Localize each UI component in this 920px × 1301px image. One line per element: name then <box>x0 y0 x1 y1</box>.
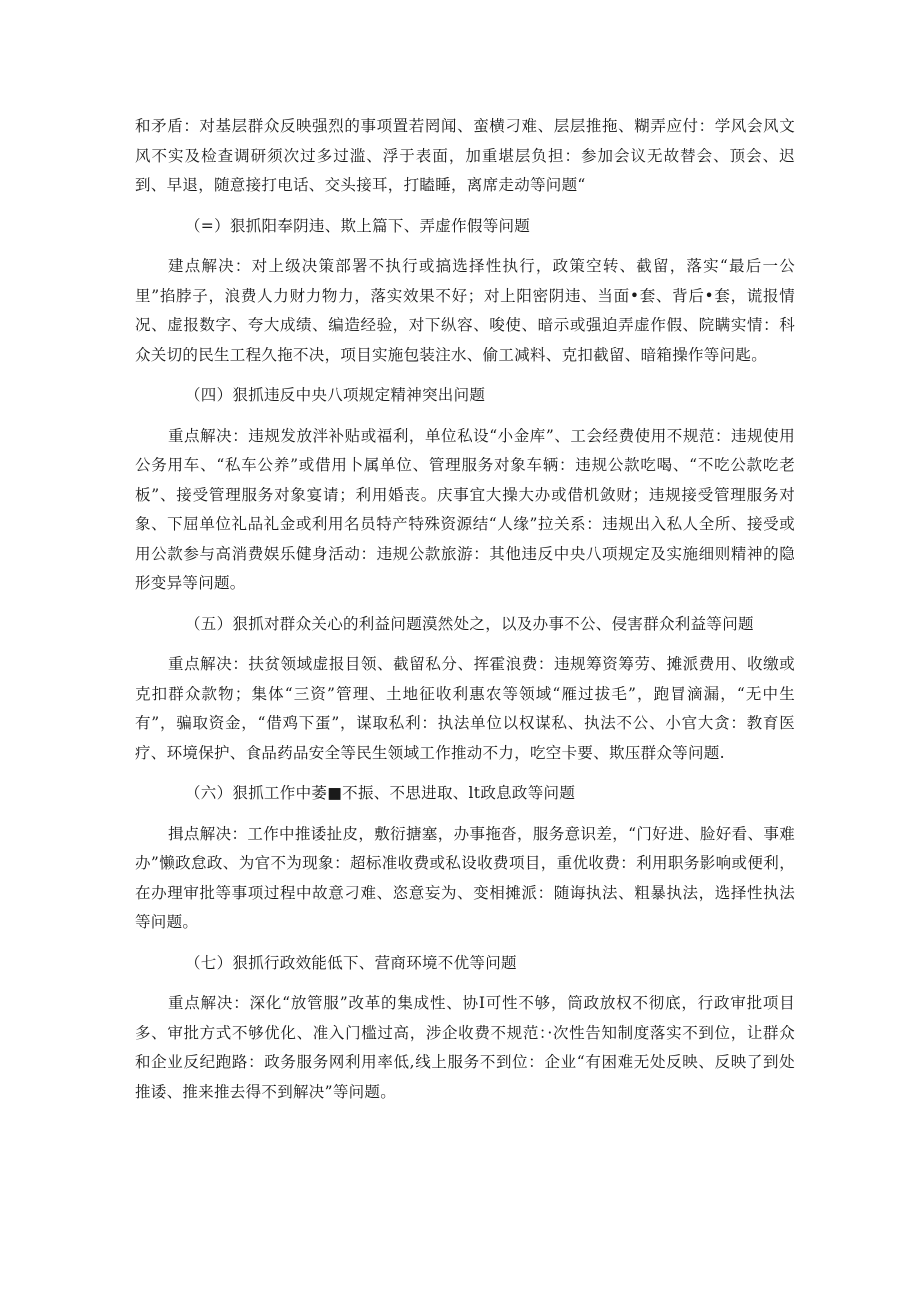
section-heading-5: （五）狠抓对群众关心的利益问题漠然处之，以及办事不公、侵害群众利益等问题 <box>185 614 754 633</box>
body-paragraph: 重点解决：扶贫领域虚报目领、截留私分、挥霍浪费：违规筹资筹劳、摊派费用、收缴或克扣群众款物；集体“三资”管理、土地征收利惠农等领域“雁过拔毛”，跑冒滴漏，“无中生有”，骗取资金，“借鸡下蛋”，谋取私利：执法单位以权谋私、执法不公、小官大贪：教育医疗、环境保护、食品药品安全等民生领域工作推动不力，吃空卡要、欺压群众等问题. <box>135 655 795 762</box>
body-paragraph: 建点解决：对上级决策部署不执行或搞选择性执行，政策空转、截留，落实“最后一公里”掐脖子，浪费人力财力物力，落实效果不好；对上阳密阴违、当面•套、背后•套，谎报情况、虚报数字、夸大成绩、编造经验，对下纵容、唆使、暗示或强迫弄虚作假、院瞒实情：科众关切的民生工程久拖不决，项目实施包装注水、偷工减料、克扣截留、暗箱操作等问匙。 <box>135 257 795 364</box>
body-paragraph: 揖点解决：工作中推诿扯皮，敷衍搪塞，办事拖沓，服务意识差，“门好进、脸好看、事难办”懒政怠政、为官不为现象：超标准收费或私设收费项目，重优收费：利用职务影响或便利，在办理审批等事项过程中故意刁难、恣意妄为、变相摊派：随诲执法、粗暴执法，选择性执法等问题。 <box>135 824 795 931</box>
section-heading-7: （七）狠抓行政效能低下、营商环境不优等问题 <box>185 953 517 972</box>
body-paragraph: 重点解决：违规发放泮补贴或福利，单位私设“小金库”、工会经费使用不规范：违规使用公务用车、“私车公养”或借用卜属单位、管理服务对象车辆：违规公款吃喝、“不吃公款吃老板”、接受管理服务对象宴请；利用婚丧。庆事宜大操大办或借机敛财；违规接受管理服务对象、下屈单位礼品礼金或利用名员特产特殊资源结“人缘”拉关系：违规出入私人全所、接受或用公款参与高消费娱乐健身活动：违规公款旅游：其他违反中央八项规定及实施细则精神的隐形变异等问题。 <box>135 426 795 592</box>
section-heading-4: （四）狠抓违反中央八项规定精神突出问题 <box>185 386 486 404</box>
document-page <box>135 112 795 1107</box>
section-heading-3: （=）狠抓阳奉阴违、欺上篇下、弄虚作假等问题 <box>185 216 531 235</box>
section-heading-6: （六）狠抓工作中萎■不振、不思进取、lt政息政等问题 <box>185 784 576 802</box>
body-paragraph: 和矛盾：对基层群众反映强烈的事项置若罔闻、蛮横刁难、层层推拖、糊弄应付：学风会风文风不实及检查调研须次过多过滥、浮于表面，加重堪层负担：参加会议无故替会、顶会、迟到、早退，随意接打电话、交头接耳，打瞌睡，离席走动等问题“ <box>135 117 795 194</box>
body-paragraph: 重点解决：深化“放管服”改革的集成性、协I可性不够，筒政放权不彻底，行政审批项目多、审批方式不够优化、准入门槛过高，涉企收费不规范：·次性告知制度落实不到位，让群众和企业反纪跑路：政务服务网利用率低,线上服务不到位：企业“有困难无处反映、反映了到处推诿、推来推去得不到解决”等问题。 <box>135 994 795 1101</box>
